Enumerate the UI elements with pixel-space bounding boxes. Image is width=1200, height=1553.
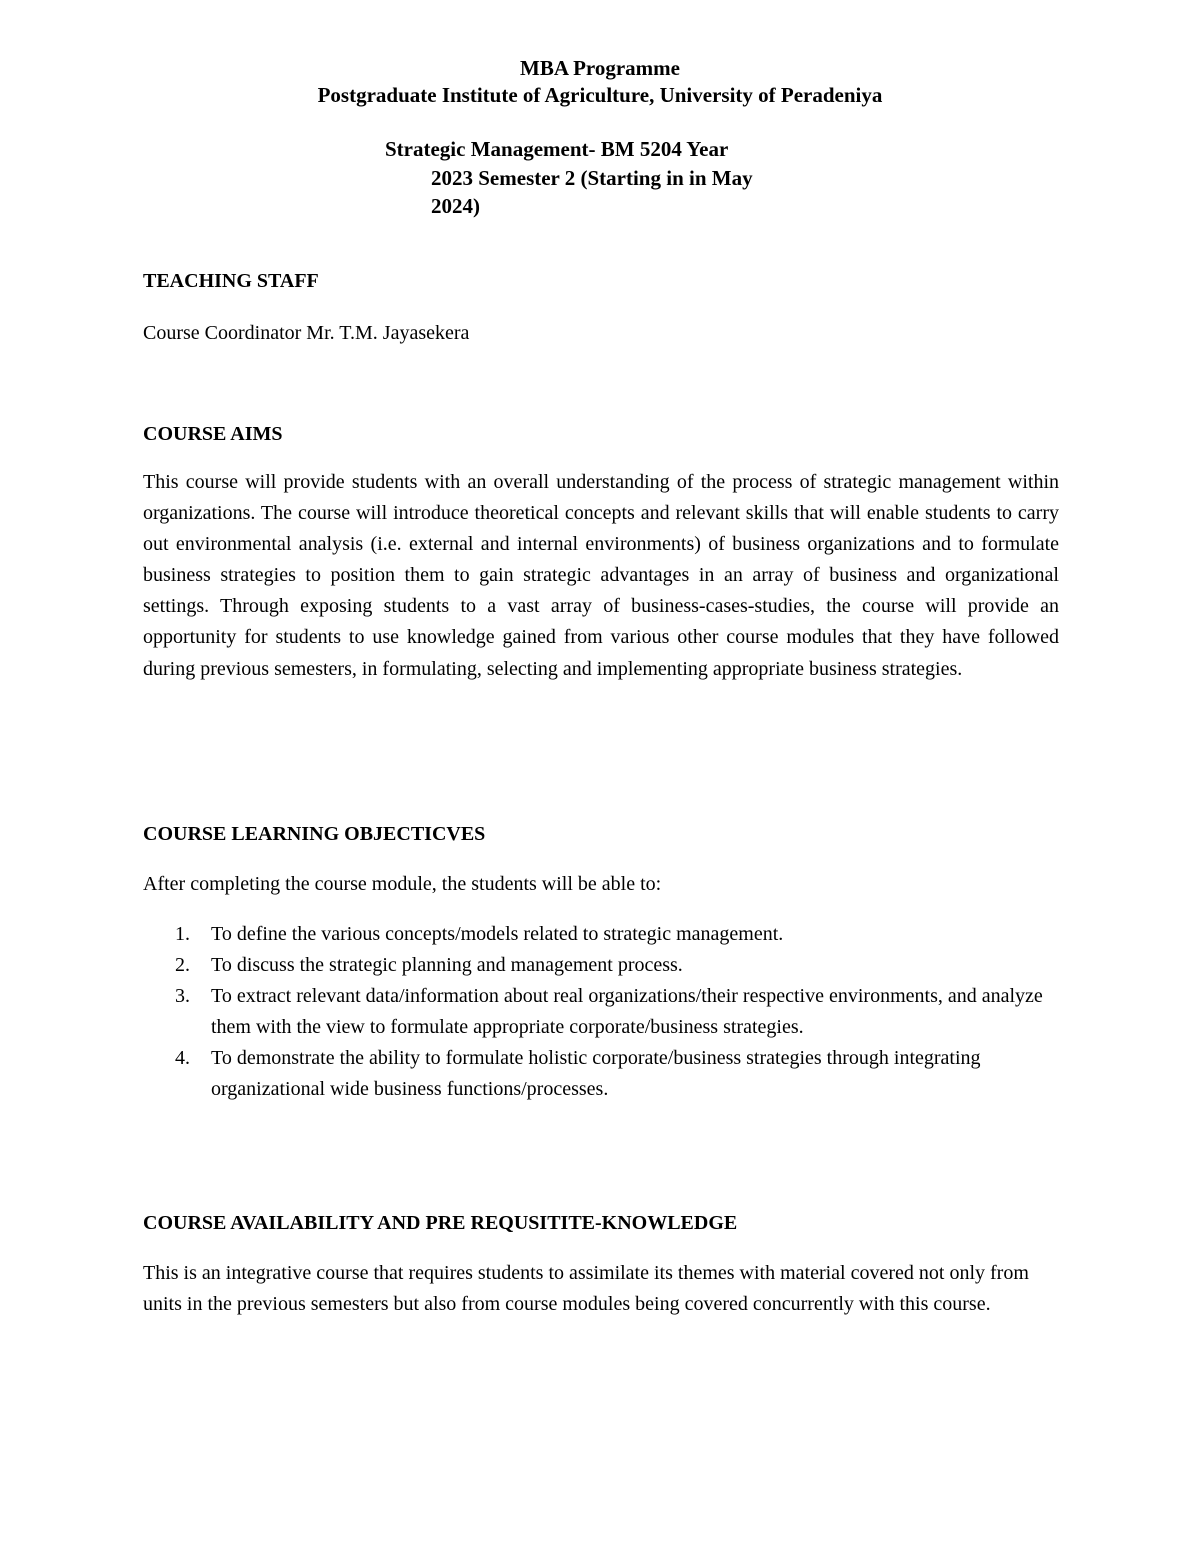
learning-objectives-list — [143, 919, 1043, 1105]
institute-title: Postgraduate Institute of Agriculture, University of Peradeniya — [317, 83, 883, 107]
objective-item — [143, 981, 1043, 1043]
objective-number: 2. — [175, 954, 190, 976]
course-coordinator: Course Coordinator Mr. T.M. Jayasekera — [143, 322, 470, 344]
objective-item — [143, 1043, 1043, 1105]
objective-number: 4. — [175, 1047, 190, 1069]
objective-number: 1. — [175, 923, 190, 945]
learning-objectives-heading: COURSE LEARNING OBJECTICVES — [143, 823, 486, 845]
programme-title: MBA Programme — [520, 56, 680, 80]
availability-paragraph: This is an integrative course that requires students to assimilate its themes with material covered not only from units in the previous semesters but also from course modules being covered concurrently with this course. — [143, 1262, 1029, 1316]
objective-text: To define the various concepts/models related to strategic management. — [211, 923, 784, 945]
availability-heading: COURSE AVAILABILITY AND PRE REQUSITITE-KNOWLEDGE — [143, 1212, 738, 1234]
course-title-line-2: 2023 Semester 2 (Starting in in May — [431, 165, 753, 190]
course-aims-paragraph: This course will provide students with an overall understanding of the process of strategic management within organizations. The course will introduce theoretical concepts and relevant skills that will enable students to carry out environmental analysis (i.e. external and internal environments) of business organizations and to formulate business strategies to position them to gain strategic advantages in an array of business and organizational settings. Through exposing students to a vast array of business-cases-studies, the course will provide an opportunity for students to use knowledge gained from various other course modules that they have followed during previous semesters, in formulating, selecting and implementing appropriate business strategies. — [143, 471, 1059, 680]
objective-text: To demonstrate the ability to formulate holistic corporate/business strategies through integrating organizational wide business functions/processes. — [211, 1047, 981, 1100]
objective-item — [143, 919, 1043, 950]
objective-item — [143, 950, 1043, 981]
objective-text: To extract relevant data/information about real organizations/their respective environments, and analyze them with the view to formulate appropriate corporate/business strategies. — [211, 985, 1043, 1038]
course-aims-heading: COURSE AIMS — [143, 423, 283, 445]
teaching-staff-heading: TEACHING STAFF — [143, 270, 319, 292]
course-title — [385, 135, 825, 221]
objective-number: 3. — [175, 985, 190, 1007]
course-title-line-3: 2024) — [431, 194, 480, 218]
course-title-line-1: Strategic Management- BM 5204 Year — [385, 137, 729, 161]
objective-text: To discuss the strategic planning and management process. — [211, 954, 683, 976]
learning-objectives-intro: After completing the course module, the students will be able to: — [143, 873, 662, 895]
